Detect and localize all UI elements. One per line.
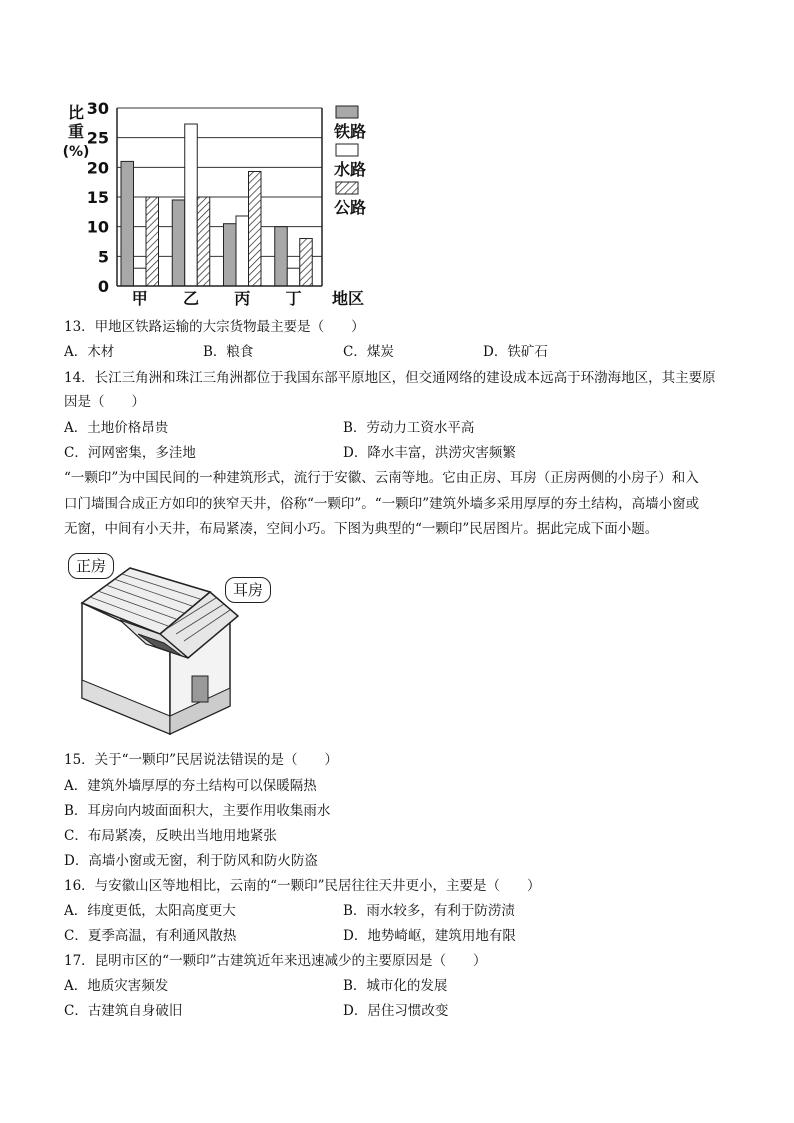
q13-stem: 13．甲地区铁路运输的大宗货物最主要是（ ） bbox=[64, 319, 365, 335]
y-tick-label: 20 bbox=[86, 158, 109, 178]
x-tick-label: 丁 bbox=[285, 289, 302, 308]
legend-label-铁路: 铁路 bbox=[333, 122, 367, 141]
transport-share-bar-chart bbox=[60, 96, 380, 308]
passage-line1: “一颗印”为中国民间的一种建筑形式，流行于安徽、云南等地。它由正房、耳房（正房两侧的小房子）和入 bbox=[64, 470, 699, 486]
q15-option-c[interactable]: C．布局紧凑，反映出当地用地紧张 bbox=[64, 828, 277, 844]
q17-option-a[interactable]: A．地质灾害频发 bbox=[64, 978, 169, 994]
bar-水路-乙 bbox=[185, 124, 198, 286]
q16-option-b[interactable]: B．雨水较多，有利于防涝渍 bbox=[343, 903, 515, 919]
q16-stem: 16．与安徽山区等地相比，云南的“一颗印”民居往往天井更小，主要是（ ） bbox=[64, 878, 541, 894]
q16-option-a[interactable]: A．纬度更低，太阳高度更大 bbox=[64, 903, 236, 919]
x-tick-label: 乙 bbox=[182, 289, 200, 308]
y-axis-label: 比 bbox=[67, 103, 85, 122]
q17-option-d[interactable]: D．居住习惯改变 bbox=[343, 1003, 449, 1019]
bar-公路-丁 bbox=[300, 239, 313, 286]
y-axis-label: (%) bbox=[62, 144, 90, 160]
y-tick-label: 15 bbox=[86, 188, 109, 207]
q15-stem: 15．关于“一颗印”民居说法错误的是（ ） bbox=[64, 752, 338, 768]
x-tick-label: 甲 bbox=[131, 289, 148, 308]
bar-水路-丙 bbox=[236, 216, 249, 286]
passage-line3: 无窗，中间有小天井，布局紧凑，空间小巧。下图为典型的“一颗印”民居图片。据此完成下面小题。 bbox=[64, 521, 659, 537]
q13-option-c[interactable]: C．煤炭 bbox=[343, 344, 394, 360]
legend-label-公路: 公路 bbox=[333, 198, 367, 217]
y-axis-label: 重 bbox=[67, 122, 85, 141]
legend-label-水路: 水路 bbox=[333, 160, 367, 179]
legend-swatch-公路 bbox=[336, 182, 358, 194]
bar-铁路-丙 bbox=[224, 224, 237, 286]
q16-option-d[interactable]: D．地势崎岖，建筑用地有限 bbox=[343, 928, 516, 944]
q14-stem-line1: 14．长江三角洲和珠江三角洲都位于我国东部平原地区，但交通网络的建设成本远高于环渤海地区，其主要原 bbox=[64, 370, 716, 386]
q14-option-b[interactable]: B．劳动力工资水平高 bbox=[343, 420, 475, 436]
bar-水路-甲 bbox=[134, 268, 147, 286]
q17-stem: 17．昆明市区的“一颗印”古建筑近年来迅速减少的主要原因是（ ） bbox=[64, 953, 487, 969]
label-main-room: 正房 bbox=[68, 553, 114, 579]
bar-铁路-甲 bbox=[121, 161, 134, 286]
bar-铁路-丁 bbox=[275, 227, 288, 286]
y-tick-label: 5 bbox=[97, 247, 109, 267]
bar-公路-甲 bbox=[146, 197, 159, 286]
bar-铁路-乙 bbox=[172, 200, 185, 286]
q15-option-a[interactable]: A．建筑外墙厚厚的夯土结构可以保暖隔热 bbox=[64, 778, 317, 794]
x-tick-label: 丙 bbox=[234, 289, 251, 308]
y-tick-label: 10 bbox=[86, 217, 109, 237]
q15-option-b[interactable]: B．耳房向内坡面面积大，主要作用收集雨水 bbox=[64, 803, 331, 819]
y-tick-label: 0 bbox=[97, 277, 109, 296]
q15-option-d[interactable]: D．高墙小窗或无窗，利于防风和防火防盗 bbox=[64, 853, 318, 869]
q17-option-c[interactable]: C．古建筑自身破旧 bbox=[64, 1003, 183, 1019]
label-side-room: 耳房 bbox=[225, 577, 271, 603]
q16-option-c[interactable]: C．夏季高温，有利通风散热 bbox=[64, 928, 237, 944]
legend-swatch-铁路 bbox=[336, 106, 358, 118]
bar-公路-乙 bbox=[197, 197, 210, 286]
legend-swatch-水路 bbox=[336, 144, 358, 156]
q17-option-b[interactable]: B．城市化的发展 bbox=[343, 978, 448, 994]
q13-option-a[interactable]: A．木材 bbox=[64, 344, 115, 360]
q13-option-d[interactable]: D．铁矿石 bbox=[483, 344, 548, 360]
q14-option-c[interactable]: C．河网密集，多洼地 bbox=[64, 445, 196, 461]
bar-水路-丁 bbox=[287, 268, 300, 286]
q14-option-a[interactable]: A．土地价格昂贵 bbox=[64, 420, 169, 436]
passage-line2: 口门墙围合成正方如印的狭窄天井，俗称“一颗印”。“一颗印”建筑外墙多采用厚厚的夯土结构，高墙小窗或 bbox=[64, 496, 700, 512]
x-axis-label: 地区 bbox=[331, 289, 365, 308]
y-tick-label: 30 bbox=[86, 99, 109, 118]
bar-公路-丙 bbox=[249, 171, 262, 286]
q13-option-b[interactable]: B．粮食 bbox=[203, 344, 254, 360]
q14-stem-line2: 因是（ ） bbox=[64, 394, 145, 410]
y-tick-label: 25 bbox=[86, 128, 109, 148]
q14-option-d[interactable]: D．降水丰富，洪涝灾害频繁 bbox=[343, 445, 516, 461]
